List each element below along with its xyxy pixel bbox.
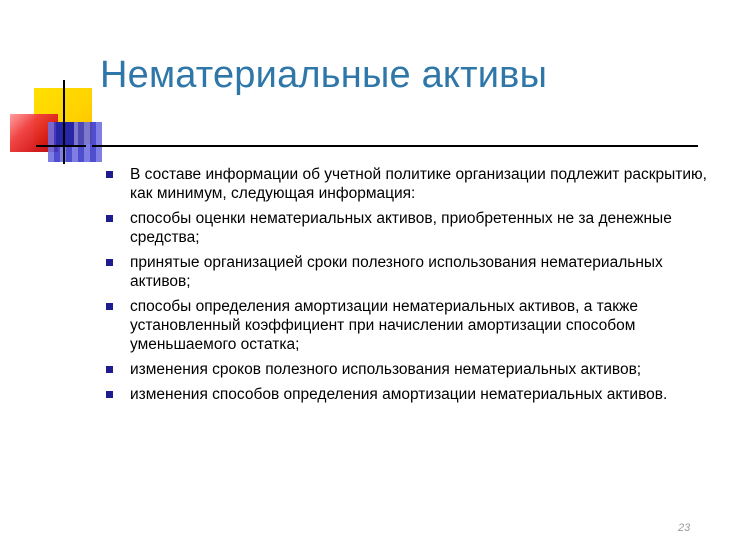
bullet-item (106, 165, 726, 203)
square-bullet-icon (106, 259, 113, 266)
bullet-list (106, 165, 726, 410)
title-underline-rule (92, 145, 698, 147)
bullet-text: В составе информации об учетной политике организации подлежит раскрытию, как минимум, следующая информация: (130, 166, 707, 202)
bullet-item (106, 385, 726, 404)
bullet-item (106, 209, 726, 247)
decorative-vertical-line (63, 80, 65, 164)
bullet-item (106, 297, 726, 354)
bullet-text: изменения способов определения амортизации нематериальных активов. (130, 386, 668, 403)
square-bullet-icon (106, 303, 113, 310)
bullet-text: способы оценки нематериальных активов, приобретенных не за денежные средства; (130, 210, 672, 246)
bullet-item (106, 360, 726, 379)
slide-number: 23 (678, 522, 691, 534)
bullet-text: способы определения амортизации нематериальных активов, а также установленный коэффициент при начислении амортизации способом уменьшаемого остатка; (130, 298, 638, 353)
bullet-text: принятые организацией сроки полезного использования нематериальных активов; (130, 254, 663, 290)
bullet-item (106, 253, 726, 291)
square-bullet-icon (106, 171, 113, 178)
square-bullet-icon (106, 366, 113, 373)
decorative-short-rule (36, 145, 86, 147)
bullet-text: изменения сроков полезного использования нематериальных активов; (130, 361, 642, 378)
decorative-dark-blue-square (56, 122, 74, 146)
slide-title: Нематериальные активы (100, 54, 548, 96)
square-bullet-icon (106, 215, 113, 222)
square-bullet-icon (106, 391, 113, 398)
